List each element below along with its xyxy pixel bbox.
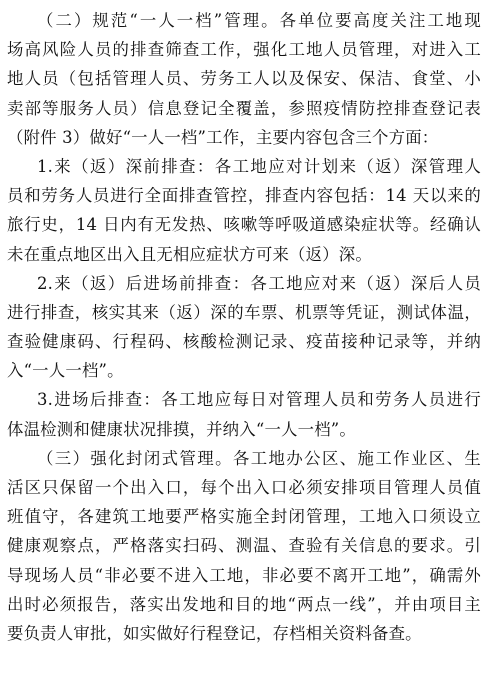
text-line: 活区只保留一个出入口，每个出入口必须安排项目管理人员值 — [7, 478, 481, 497]
text-line: 1.来（返）深前排查：各工地应对计划来（返）深管理人 — [37, 156, 481, 176]
text-line: 2.来（返）后进场前排查：各工地应对来（返）深后人员 — [37, 273, 481, 293]
text-line: （附件 3）做好“一人一档”工作，主要内容包含三个方面： — [7, 127, 439, 147]
text-line: 要负责人审批，如实做好行程登记，存档相关资料备查。 — [7, 623, 422, 643]
text-line: 查验健康码、行程码、核酸检测记录、疫苗接种记录等，并纳 — [7, 332, 481, 352]
text-line: 地人员（包括管理人员、劳务工人以及保安、保洁、食堂、小 — [7, 69, 481, 89]
text-line: 卖部等服务人员）信息登记全覆盖，参照疫情防控排查登记表 — [7, 98, 481, 118]
text-line: 出时必须报告，落实出发地和目的地“两点一线”，并由项目主 — [7, 594, 481, 614]
text-line: 3.进场后排查：各工地应每日对管理人员和劳务人员进行 — [37, 390, 481, 410]
text-line: 旅行史，14 日内有无发热、咳嗽等呼吸道感染症状等。经确认 — [7, 215, 481, 235]
text-line: 场高风险人员的排查筛查工作，强化工地人员管理，对进入工 — [7, 40, 481, 60]
text-line: 入“一人一档”。 — [7, 361, 124, 381]
text-line: （二）规范“一人一档”管理。各单位要高度关注工地现 — [37, 11, 481, 30]
text-line: 健康观察点，严格落实扫码、测温、查验有关信息的要求。引 — [7, 536, 481, 556]
text-line: 导现场人员“非必要不进入工地，非必要不离开工地”，确需外 — [7, 565, 481, 585]
text-line: 班值守，各建筑工地要严格实施全封闭管理，工地入口须设立 — [7, 507, 481, 527]
text-line: 未在重点地区出入且无相应症状方可来（返）深。 — [7, 244, 372, 264]
text-line: 体温检测和健康状况排摸，并纳入“一人一档”。 — [7, 419, 356, 439]
text-line: 员和劳务人员进行全面排查管控，排查内容包括：14 天以来的 — [7, 186, 481, 206]
text-line: 进行排查，核实其来（返）深的车票、机票等凭证，测试体温， — [7, 302, 481, 322]
text-line: （三）强化封闭式管理。各工地办公区、施工作业区、生 — [37, 448, 481, 468]
